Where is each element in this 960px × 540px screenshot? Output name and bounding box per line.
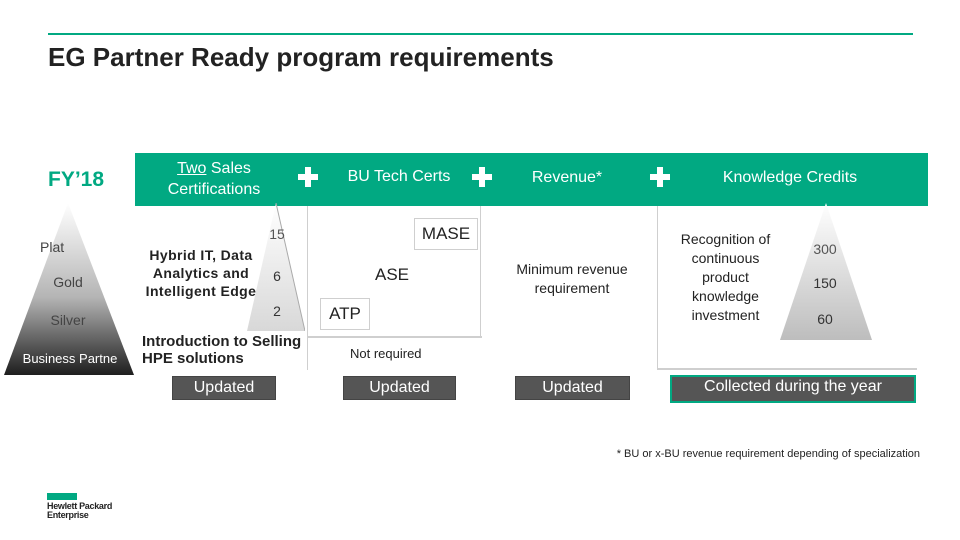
sales-count-gold: 6 xyxy=(273,268,281,284)
knowledge-description: Recognition of continuous product knowledge investment xyxy=(680,231,771,323)
page-title: EG Partner Ready program requirements xyxy=(48,42,554,72)
tier-platinum: Plat xyxy=(40,239,65,255)
knowledge-step-base xyxy=(657,368,917,370)
plus-icon xyxy=(298,167,318,187)
status-tech-updated: Updated xyxy=(343,376,456,400)
sales-focus-areas: Hybrid IT, Data Analytics and Intelligent Edge xyxy=(145,247,257,299)
knowledge-count-platinum: 300 xyxy=(813,241,837,257)
header-knowledge-credits: Knowledge Credits xyxy=(722,169,858,186)
hpe-logo-bar xyxy=(47,493,77,500)
tech-level-atp: ATP xyxy=(320,298,370,330)
tier-silver: Silver xyxy=(50,312,86,328)
tech-level-ase: ASE xyxy=(362,260,422,290)
tech-column-divider xyxy=(480,206,481,336)
status-sales-updated: Updated xyxy=(172,376,276,400)
revenue-requirement: Minimum revenue requirement xyxy=(516,261,628,296)
sales-base-requirement: Introduction to Selling HPE solutions xyxy=(142,333,302,367)
fiscal-year-label: FY’18 xyxy=(48,168,105,191)
revenue-column-divider xyxy=(657,206,658,370)
header-sales-underlined: Two xyxy=(177,160,207,177)
tier-gold: Gold xyxy=(53,274,83,290)
sales-count-silver: 2 xyxy=(273,303,281,319)
tech-step-base xyxy=(307,336,482,338)
status-knowledge-collected: Collected during the year xyxy=(670,375,916,403)
plus-icon xyxy=(472,167,492,187)
knowledge-count-gold: 150 xyxy=(813,275,837,291)
tech-level-mase: MASE xyxy=(414,218,478,250)
header-sales-line2: Certifications xyxy=(167,181,261,198)
header-bu-tech-certs: BU Tech Certs xyxy=(347,168,451,185)
title-rule xyxy=(48,33,913,35)
hpe-logo-line1: Hewlett Packard xyxy=(47,501,113,511)
header-sales-certifications xyxy=(148,158,280,200)
tier-business-partner: Business Partne xyxy=(22,351,118,366)
tech-base-requirement: Not required xyxy=(350,346,422,361)
hpe-logo-line2: Enterprise xyxy=(47,510,89,520)
knowledge-base-requirement: Not required xyxy=(787,346,865,362)
hpe-logo-text xyxy=(47,502,112,520)
plus-icon xyxy=(650,167,670,187)
tech-column-divider xyxy=(307,206,308,370)
header-revenue: Revenue* xyxy=(531,169,603,186)
sales-count-platinum: 15 xyxy=(269,226,285,242)
header-sales-rest: Sales xyxy=(206,160,251,177)
revenue-footnote: * BU or x-BU revenue requirement depending of specialization xyxy=(616,448,920,460)
status-revenue-updated: Updated xyxy=(515,376,630,400)
knowledge-count-silver: 60 xyxy=(817,311,833,327)
